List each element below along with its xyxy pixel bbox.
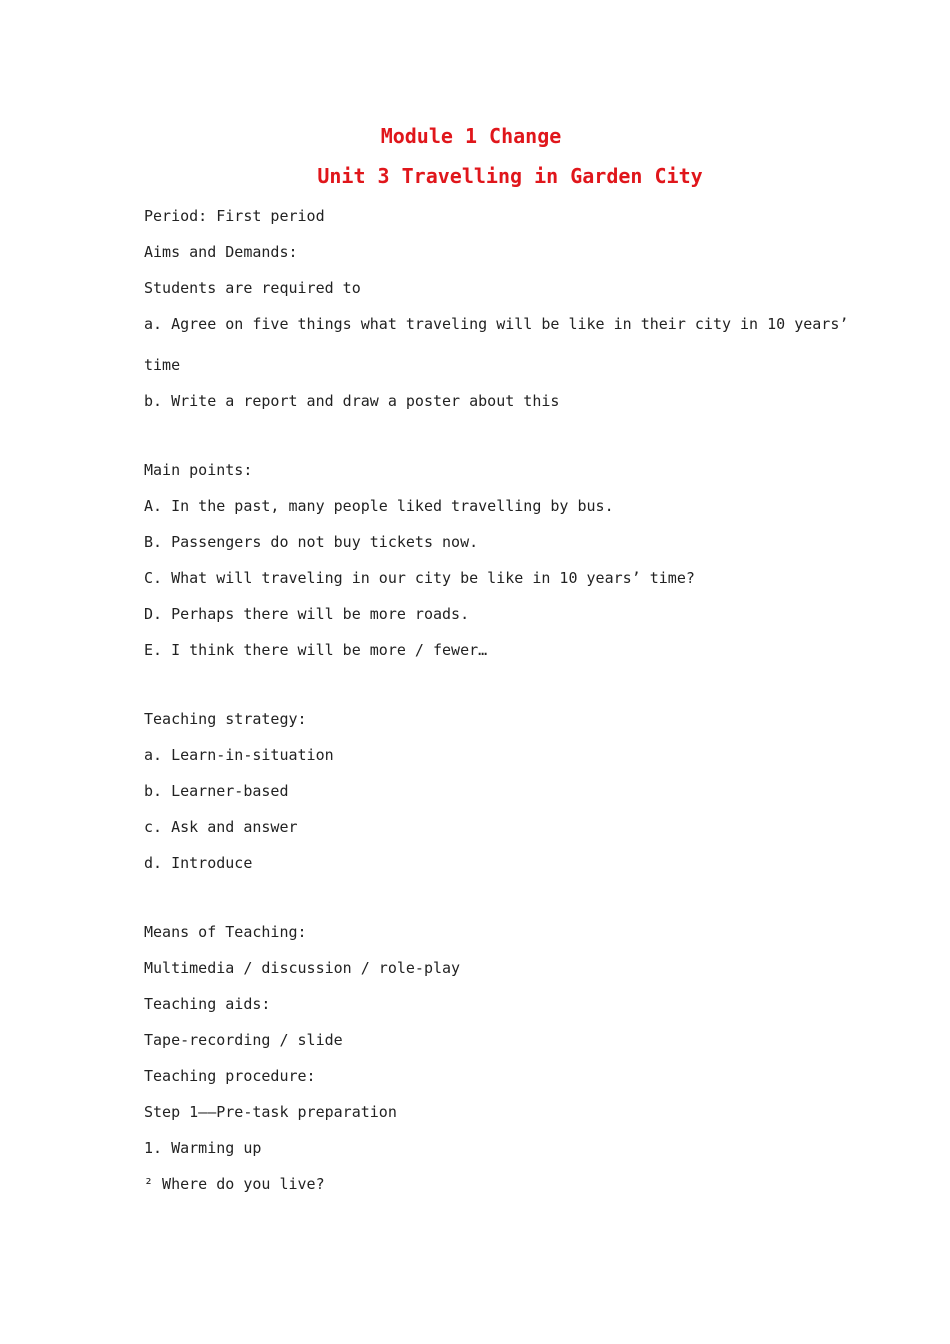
means-heading: Means of Teaching: — [144, 923, 307, 941]
aims-item: time — [144, 356, 181, 374]
main-points-heading: Main points: — [144, 461, 253, 479]
strategy-heading: Teaching strategy: — [144, 710, 307, 728]
main-point: D. Perhaps there will be more roads. — [144, 605, 470, 623]
step-heading: Step 1——Pre-task preparation — [144, 1103, 397, 1121]
main-point: A. In the past, many people liked travelling by bus. — [144, 497, 614, 515]
main-point: C. What will traveling in our city be like in 10 years’ time? — [144, 569, 695, 587]
main-point: E. I think there will be more / fewer… — [144, 641, 488, 659]
aims-intro: Students are required to — [144, 279, 361, 297]
question-line: ² Where do you live? — [144, 1175, 325, 1193]
aims-heading: Aims and Demands: — [144, 243, 298, 261]
aids-value: Tape-recording / slide — [144, 1031, 343, 1049]
period-line: Period: First period — [144, 207, 325, 225]
document-title: Module 1 Change — [380, 124, 562, 148]
means-value: Multimedia / discussion / role-play — [144, 959, 461, 977]
procedure-heading: Teaching procedure: — [144, 1067, 316, 1085]
aims-item: a. Agree on five things what traveling will be like in their city in 10 years’ — [144, 315, 849, 333]
main-point: B. Passengers do not buy tickets now. — [144, 533, 479, 551]
document-subtitle: Unit 3 Travelling in Garden City — [317, 164, 703, 188]
strategy-item: a. Learn-in-situation — [144, 746, 334, 764]
strategy-item: d. Introduce — [144, 854, 253, 872]
warming-up: 1. Warming up — [144, 1139, 262, 1157]
strategy-item: c. Ask and answer — [144, 818, 298, 836]
aids-heading: Teaching aids: — [144, 995, 271, 1013]
strategy-item: b. Learner-based — [144, 782, 289, 800]
aims-item: b. Write a report and draw a poster about this — [144, 392, 560, 410]
